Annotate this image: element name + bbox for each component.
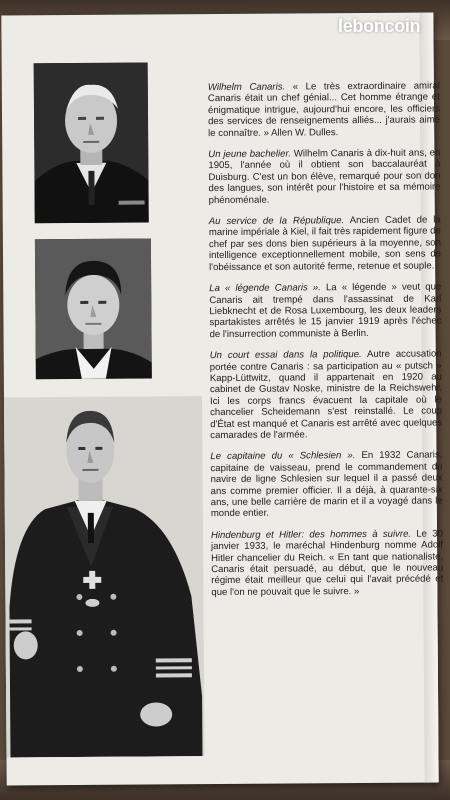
leboncoin-watermark: leboncoin [338,16,421,36]
caption-lead: Wilhelm Canaris. [207,81,286,94]
caption-paragraph [208,80,440,139]
caption-column [208,80,444,608]
caption-paragraph [208,147,440,206]
portrait-photo-admiral [34,62,149,223]
portrait-photo-naval-officer [4,396,205,757]
caption-paragraph [210,349,443,442]
caption-paragraph [211,528,443,598]
book-page [1,13,444,786]
portrait-photo-young-man [35,238,152,379]
caption-body: Ancien Cadet de la marine impériale à Kiel, il fait très rapidement figure de chef par ses dons bien supérieurs à la moyenne, son intelligence exceptionnellement mobile, son sens de l'obéissance et son autorité ferme, retenue et souple. [208,214,442,273]
caption-paragraph [209,215,441,274]
caption-paragraph [209,282,441,341]
caption-lead: La « légende Canaris ». [209,282,321,295]
caption-lead: Le capitaine du « Schlesien ». [210,450,356,463]
caption-body: « Le très extraordinaire amiral Canaris était un chef génial... Cet homme étrange et énigmatique intrigue, aujourd'hui encore, les officiers des services de renseignements alliés... j'aurais aimé le connaître. » Allen W. Dulles. [207,80,441,139]
caption-body: Autre accusation portée contre Canaris : sa participation au « putsch » Kapp-Lüttwitz, quand il appartenait en 1920 au cabinet de Gustav Noske, ministre de la Reichswehr. Ici les corps francs évacuent la capitale où le chancelier Scheidemann s'est reinstallé. Le coup d'État est manqué et Canaris est arrêté avec quelques camarades de l'armée. [209,348,443,442]
caption-body: En 1932 Canaris, capitaine de vaisseau, prend le commandement du navire de ligne Schlesien sur lequel il a passé deux ans comme premier officier. Il a déjà, à quarante-six ans, une belle carrière de marin et il a voyagé dans le monde entier. [210,449,443,520]
caption-lead: Hindenburg et Hitler: des hommes à suivre. [210,528,412,541]
caption-lead: Un court essai dans la politique. [209,349,362,362]
caption-body: La « légende » veut que Canaris ait trempé dans l'assassinat de Karl Liebknecht et de Rosa Luxembourg, les deux leaders spartakistes arrêtés le 15 janvier 1919 après l'échec de l'insurrection communiste à Berlin. [209,281,442,340]
caption-lead: Un jeune bachelier. [208,148,292,161]
caption-body: Le 30 janvier 1933, le maréchal Hindenburg nomme Adolf Hitler chancelier du Reich. « En tant que nationaliste, Canaris était persuadé, au début, que le nouveau régime était meilleur que celui qui l'avait précédé et que l'on ne pouvait que le suivre. » [210,528,444,598]
caption-paragraph [210,450,442,520]
caption-lead: Au service de la République. [208,215,345,228]
caption-body: Wilhelm Canaris à dix-huit ans, en 1905, l'année où il obtient son baccalauréat à Duisburg. C'est un bon élève, remarqué pour son don des langues, son intérêt pour l'histoire et sa mémoire phénoménale. [208,147,441,206]
